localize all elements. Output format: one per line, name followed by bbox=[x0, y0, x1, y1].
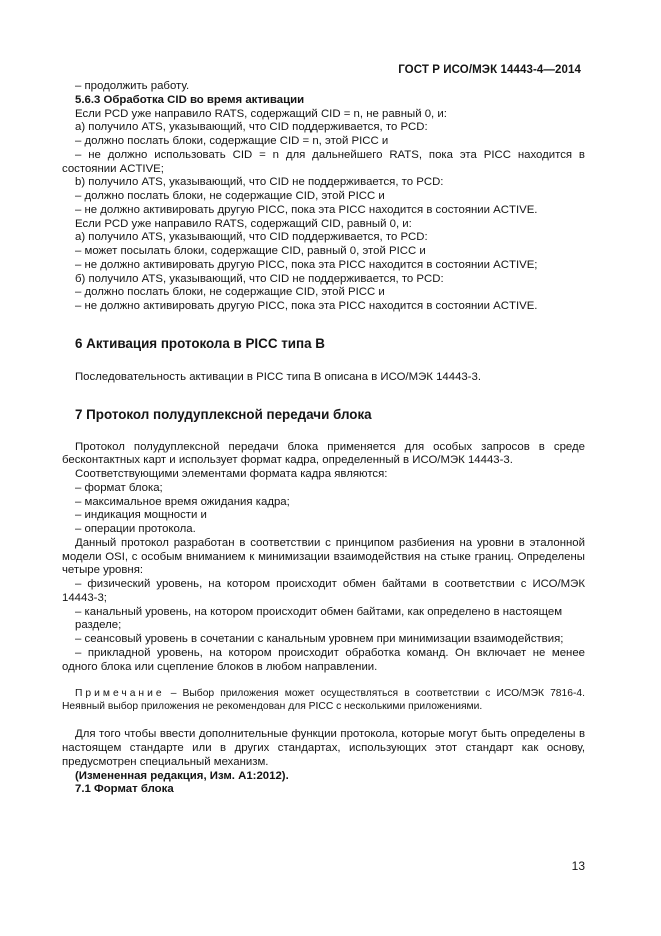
list-item: – не должно активировать другую PICC, пока эта PICC находится в состоянии ACTIVE; bbox=[75, 258, 538, 271]
list-item: а) получило ATS, указывающий, что CID поддерживается, то PCD: bbox=[75, 231, 428, 244]
list-item: б) получило ATS, указывающий, что CID не поддерживается, то PCD: bbox=[75, 272, 444, 285]
list-item: – прикладной уровень, на котором происходит обработка команд. Он включает не менее одного блока или сцепление блоков в любом направлении. bbox=[62, 646, 585, 673]
document-body bbox=[62, 80, 585, 797]
paragraph: Соответствующими элементами формата кадра являются: bbox=[75, 468, 388, 480]
paragraph: Последовательность активации в PICC типа В описана в ИСО/МЭК 14443-3. bbox=[75, 370, 482, 383]
amendment-note: (Измененная редакция, Изм. А1:2012). bbox=[75, 769, 289, 782]
paragraph bbox=[75, 80, 585, 94]
list-item: – индикация мощности и bbox=[75, 509, 207, 522]
note bbox=[62, 688, 585, 713]
paragraph: Если PCD уже направило RATS, содержащий CID, равный 0, и: bbox=[75, 217, 412, 230]
section-title: 7 Протокол полудуплексной передачи блока bbox=[75, 406, 372, 422]
note-text: – Выбор приложения может осуществляться в соответствии с ИСО/МЭК 7816-4. Неявный выбор приложения не рекомендован для PICC с несколькими приложениями. bbox=[62, 688, 585, 712]
list-item: – должно послать блоки, не содержащие CID, этой PICC и bbox=[75, 190, 385, 202]
document-header: ГОСТ Р ИСО/МЭК 14443-4—2014 bbox=[398, 64, 581, 76]
list-item: – не должно активировать другую PICC, пока эта PICC находится в состоянии ACTIVE. bbox=[75, 300, 538, 312]
text-line: – продолжить работу. bbox=[75, 80, 190, 92]
list-item: – максимальное время ожидания кадра; bbox=[75, 495, 290, 508]
paragraph: Для того чтобы ввести дополнительные функции протокола, которые могут быть определены в настоящем стандарте или в других стандартах, использующих этот стандарт как основу, предусмотрен специальный механизм. bbox=[62, 728, 585, 768]
list-item: – формат блока; bbox=[75, 481, 163, 494]
list-item: – операции протокола. bbox=[75, 523, 196, 535]
note-label: Примечание bbox=[75, 688, 165, 700]
paragraph: Если PCD уже направило RATS, содержащий CID = n, не равный 0, и: bbox=[75, 107, 447, 120]
list-item: – может посылать блоки, содержащие CID, равный 0, этой PICC и bbox=[75, 245, 426, 257]
list-item: b) получило ATS, указывающий, что CID не поддерживается, то PCD: bbox=[75, 176, 444, 189]
list-item: а) получило ATS, указывающий, что CID поддерживается, то PCD: bbox=[75, 121, 428, 134]
list-item: – сеансовый уровень в сочетании с канальным уровнем при минимизации взаимодействия; bbox=[75, 633, 564, 645]
list-item: – не должно активировать другую PICC, пока эта PICC находится в состоянии ACTIVE. bbox=[75, 203, 538, 216]
section-title: 6 Активация протокола в PICC типа В bbox=[75, 335, 325, 351]
paragraph: Данный протокол разработан в соответствии с принципом разбиения на уровни в эталонной модели OSI, с особым вниманием к минимизации взаимодействия на стыке границ. Определены четыре уровня: bbox=[62, 536, 585, 577]
paragraph: Протокол полудуплексной передачи блока применяется для особых запросов в среде бесконтактных карт и использует формат кадра, определенный в ИСО/МЭК 14443-3. bbox=[62, 440, 585, 467]
page-number: 13 bbox=[571, 859, 585, 873]
list-item: – не должно использовать CID = n для дальнейшего RATS, пока эта PICC находится в состоянии ACTIVE; bbox=[62, 148, 585, 175]
list-item: – должно послать блоки, содержащие CID = n, этой PICC и bbox=[75, 135, 389, 147]
list-item: – должно послать блоки, не содержащие CID, этой PICC и bbox=[75, 286, 385, 299]
subsection-title: 5.6.3 Обработка CID во время активации bbox=[75, 93, 305, 106]
list-item: – физический уровень, на котором происходит обмен байтами в соответствии с ИСО/МЭК 14443-3; bbox=[62, 578, 585, 604]
list-item: – канальный уровень, на котором происходит обмен байтами, как определено в настоящем разделе; bbox=[75, 605, 563, 632]
subsection-title: 7.1 Формат блока bbox=[75, 783, 174, 796]
